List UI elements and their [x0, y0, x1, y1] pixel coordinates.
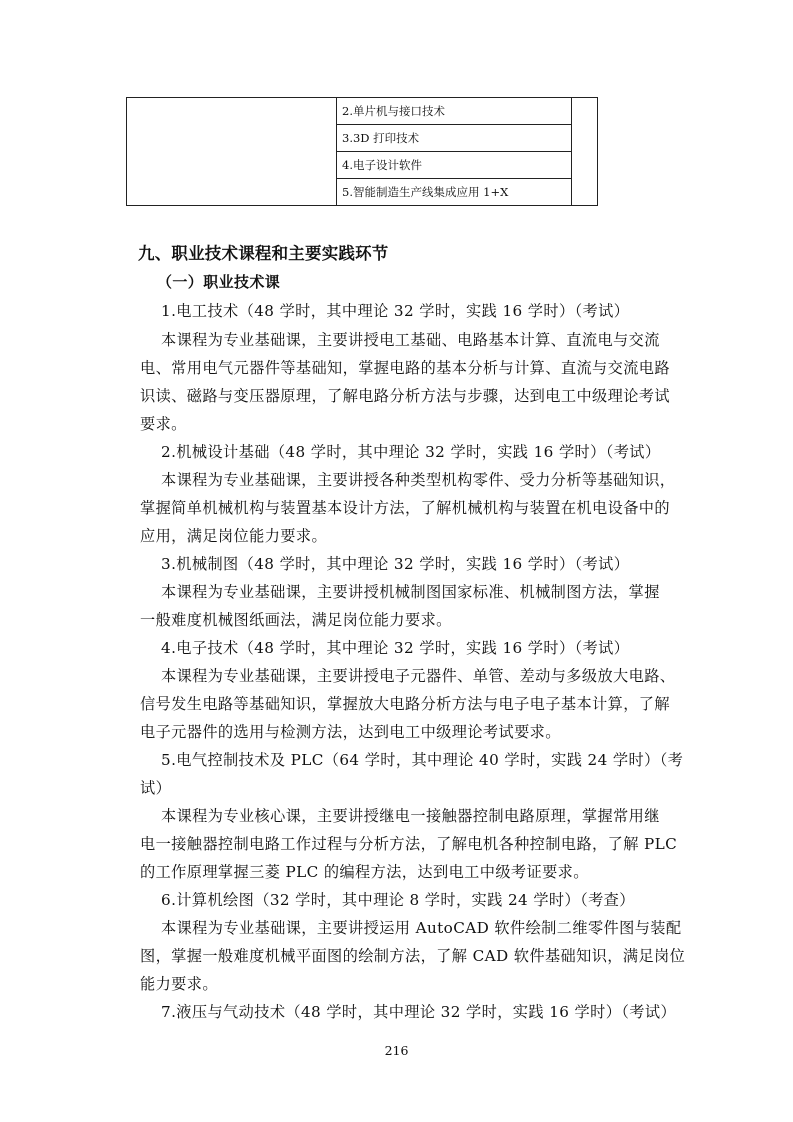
course-title: 7.液压与气动技术（48 学时，其中理论 32 学时，实践 16 学时）（考试） [161, 1003, 677, 1021]
course-title: 6.计算机绘图（32 学时，其中理论 8 学时，实践 24 学时）（考查） [161, 891, 635, 909]
paragraph-line: 本课程为专业基础课，主要讲授各种类型机构零件、受力分析等基础知识， [161, 471, 676, 489]
page-number: 216 [384, 1043, 409, 1058]
paragraph-line: 要求。 [140, 415, 187, 433]
course-table-fragment [126, 97, 598, 206]
paragraph-line: 应用，满足岗位能力要求。 [140, 527, 328, 545]
section-heading: 九、职业技术课程和主要实践环节 [138, 244, 389, 263]
table-row: 4.电子设计软件 [337, 152, 571, 179]
paragraph-line: 图，掌握一般难度机械平面图的绘制方法，了解 CAD 软件基础知识，满足岗位 [140, 947, 686, 965]
table-right-cell [571, 98, 597, 205]
course-title: 2.机械设计基础（48 学时，其中理论 32 学时，实践 16 学时）（考试） [161, 443, 661, 461]
paragraph-line: 电、常用电气元器件等基础知，掌握电路的基本分析与计算、直流与交流电路 [140, 359, 670, 377]
paragraph-line: 能力要求。 [140, 975, 218, 993]
table-middle-column [337, 98, 571, 205]
paragraph-line: 本课程为专业基础课，主要讲授机械制图国家标准、机械制图方法，掌握 [161, 583, 660, 601]
course-title-continued: 试） [140, 779, 172, 797]
paragraph-line: 的工作原理掌握三菱 PLC 的编程方法，达到电工中级考证要求。 [140, 863, 589, 881]
subsection-heading: （一）职业技术课 [157, 273, 281, 291]
course-title: 5.电气控制技术及 PLC（64 学时，其中理论 40 学时，实践 24 学时）（考 [161, 751, 684, 769]
paragraph-line: 本课程为专业基础课，主要讲授电子元器件、单管、差动与多级放大电路、 [161, 667, 676, 685]
paragraph-line: 一般难度机械图纸画法，满足岗位能力要求。 [140, 611, 452, 629]
paragraph-line: 掌握简单机械机构与装置基本设计方法，了解机械机构与装置在机电设备中的 [140, 499, 670, 517]
paragraph-line: 本课程为专业基础课，主要讲授运用 AutoCAD 软件绘制二维零件图与装配 [161, 919, 682, 937]
course-title: 3.机械制图（48 学时，其中理论 32 学时，实践 16 学时）（考试） [161, 555, 630, 573]
paragraph-line: 信号发生电路等基础知识，掌握放大电路分析方法与电子电子基本计算，了解 [140, 695, 670, 713]
paragraph-line: 本课程为专业核心课，主要讲授继电一接触器控制电路原理，掌握常用继 [161, 807, 660, 825]
paragraph-line: 电子元器件的选用与检测方法，达到电工中级理论考试要求。 [140, 723, 561, 741]
paragraph-line: 识读、磁路与变压器原理，了解电路分析方法与步骤，达到电工中级理论考试 [140, 387, 670, 405]
table-left-cell [127, 98, 337, 205]
course-title: 1.电工技术（48 学时，其中理论 32 学时，实践 16 学时）（考试） [161, 302, 630, 320]
paragraph-line: 本课程为专业基础课，主要讲授电工基础、电路基本计算、直流电与交流 [161, 331, 660, 349]
table-row: 2.单片机与接口技术 [337, 98, 571, 125]
table-row: 3.3D 打印技术 [337, 125, 571, 152]
table-row: 5.智能制造生产线集成应用 1+X [342, 185, 509, 199]
paragraph-line: 电一接触器控制电路工作过程与分析方法，了解电机各种控制电路，了解 PLC [140, 835, 678, 853]
course-title: 4.电子技术（48 学时，其中理论 32 学时，实践 16 学时）（考试） [161, 639, 630, 657]
